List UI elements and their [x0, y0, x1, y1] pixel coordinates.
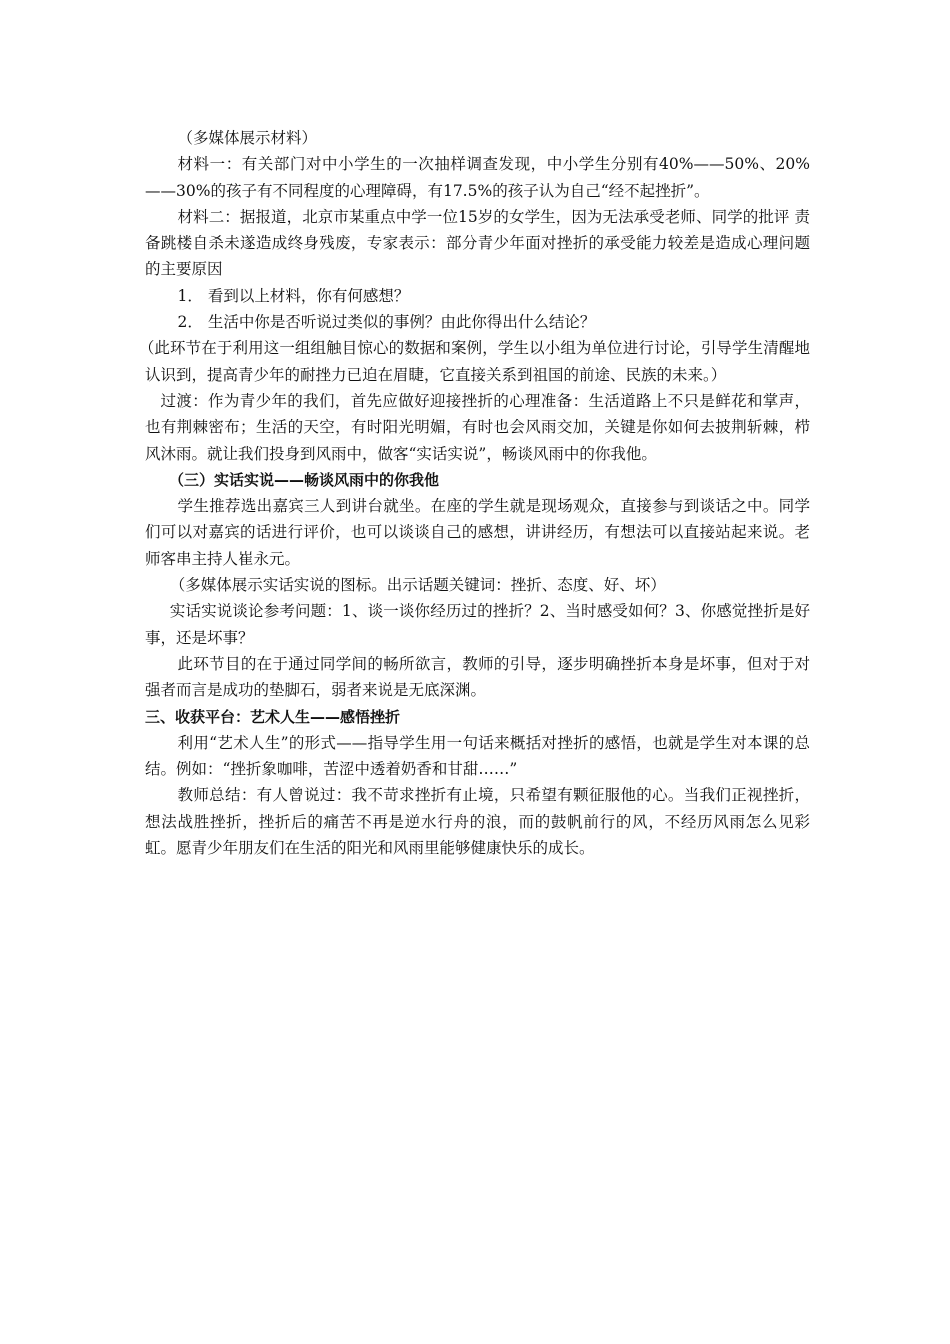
art-life-paragraph: 利用“艺术人生”的形式——指导学生用一句话来概括对挫折的感悟，也就是学生对本课的总结。例如：“挫折象咖啡，苦涩中透着奶香和甘甜……”	[145, 733, 810, 779]
reference-questions: 实话实说谈论参考问题：1、谈一谈你经历过的挫折？2、当时感受如何？3、你感觉挫折是好事，还是坏事？	[145, 602, 810, 647]
teacher-summary: 教师总结：有人曾说过：我不苛求挫折有止境，只希望有颗征服他的心。当我们正视挫折，想法战胜挫折，挫折后的痛苦不再是逆水行舟的浪，而的鼓帆前行的风，不经历风雨怎么见彩虹。愿青少年朋友们在生活的阳光和风雨里能够健康快乐的成长。	[145, 786, 810, 858]
section-heading-three: （三）实话实说——畅谈风雨中的你我他	[169, 470, 440, 489]
material-one: 材料一：有关部门对中小学生的一次抽样调查发现，中小学生分别有40%——50%、20%——30%的孩子有不同程度的心理障碍，有17.5%的孩子认为自己“经不起挫折”。	[145, 155, 810, 200]
section-heading-harvest: 三、收获平台：艺术人生——感悟挫折	[145, 707, 401, 726]
question-one: 1． 看到以上材料，你有何感想？	[177, 286, 410, 305]
question-two: 2． 生活中你是否听说过类似的事例？由此你得出什么结论？	[177, 313, 596, 332]
guest-paragraph: 学生推荐选出嘉宾三人到讲台就坐。在座的学生就是现场观众，直接参与到谈话之中。同学们可以对嘉宾的话进行评价，也可以谈谈自己的感想，讲讲经历，有想法可以直接站起来说。老师客串主持人崔永元。	[145, 497, 810, 568]
material-intro: （多媒体展示材料）	[177, 129, 318, 147]
discussion-note: （此环节在于利用这一组组触目惊心的数据和案例，学生以小组为单位进行讨论，引导学生清醒地认识到，提高青少年的耐挫力已迫在眉睫，它直接关系到祖国的前途、民族的未来。）	[138, 339, 810, 384]
goal-paragraph: 此环节目的在于通过同学间的畅所欲言，教师的引导，逐步明确挫折本身是坏事，但对于对强者而言是成功的垫脚石，弱者来说是无底深渊。	[145, 654, 810, 700]
material-two: 材料二：据报道，北京市某重点中学一位15岁的女学生，因为无法承受老师、同学的批评 责备跳楼自杀未遂造成终身残废，专家表示：部分青少年面对挫折的承受能力较差是造成心理问题的主要原因	[145, 207, 810, 279]
transition-paragraph: 过渡：作为青少年的我们，首先应做好迎接挫折的心理准备：生活道路上不只是鲜花和掌声，也有荆棘密布；生活的天空，有时阳光明媚，有时也会风雨交加，关键是你如何去披荆斩棘，栉风沐雨。就让我们投身到风雨中，做客“实话实说”，畅谈风雨中的你我他。	[145, 391, 810, 463]
multimedia-note: （多媒体展示实话实说的图标。出示话题关键词：挫折、态度、好、坏）	[169, 576, 666, 595]
document-body	[138, 125, 810, 861]
